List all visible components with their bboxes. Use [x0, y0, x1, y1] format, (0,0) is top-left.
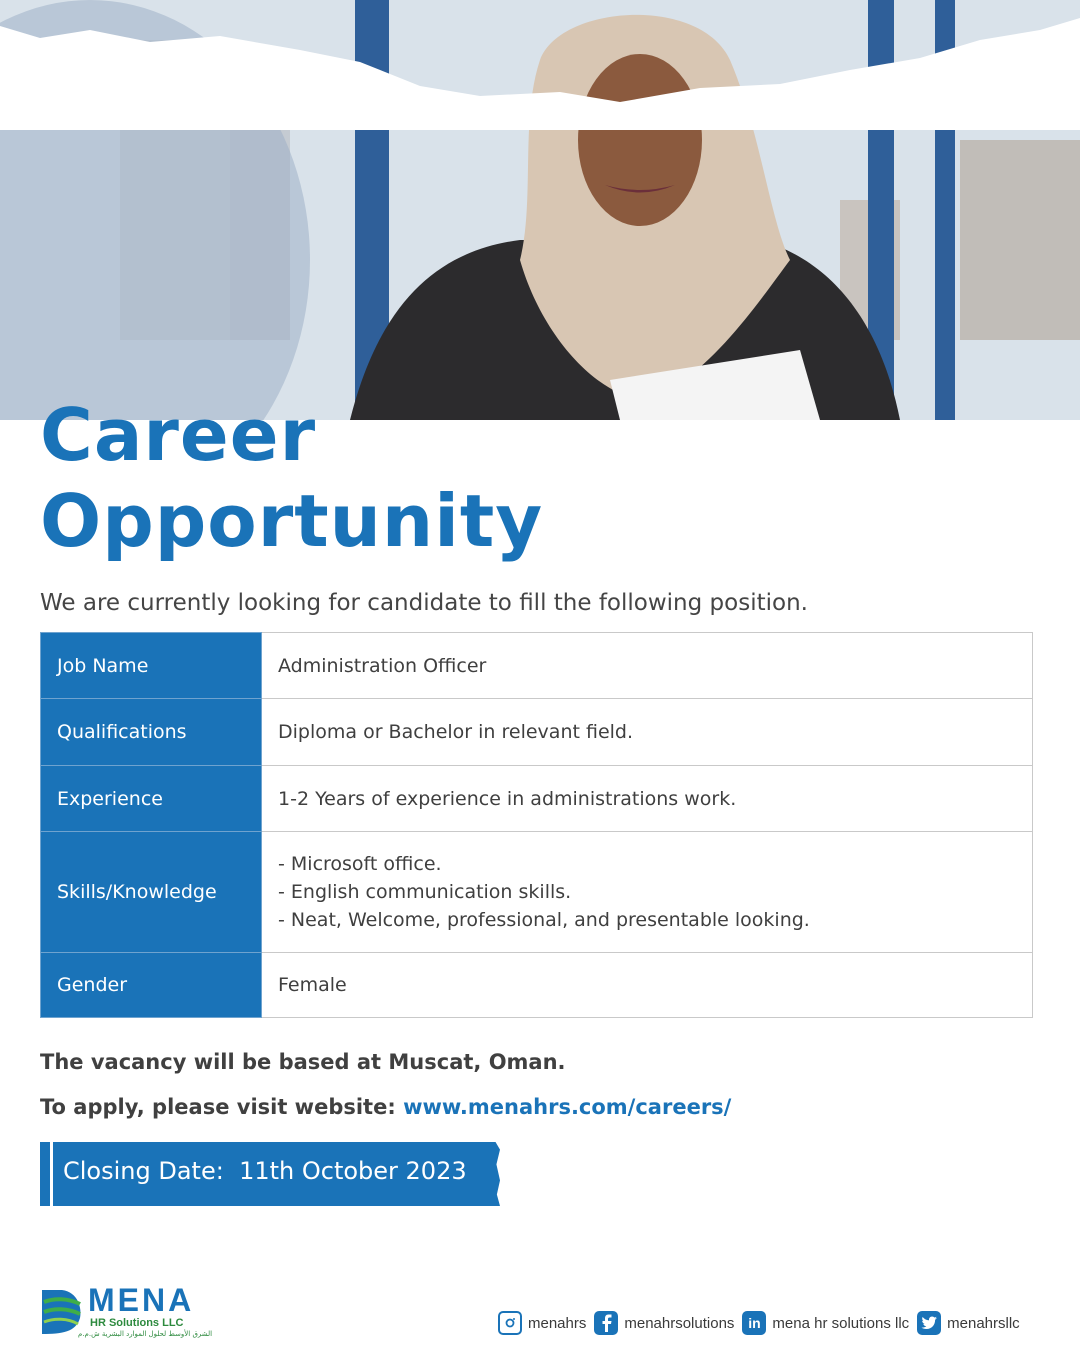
location-text: The vacancy will be based at Muscat, Oman. — [40, 1050, 566, 1074]
row-label: Gender — [41, 953, 262, 1018]
social-label: mena hr solutions llc — [772, 1314, 910, 1332]
table-row — [41, 832, 1033, 953]
careers-link[interactable]: www.menahrs.com/careers/ — [403, 1095, 732, 1119]
social-instagram[interactable] — [498, 1311, 586, 1335]
social-facebook[interactable] — [594, 1311, 734, 1335]
table-row — [41, 633, 1033, 699]
row-value-list — [262, 832, 1033, 953]
title-line-1: Career — [40, 393, 317, 477]
row-value: Diploma or Bachelor in relevant field. — [262, 699, 1033, 766]
title-line-2: Opportunity — [40, 479, 544, 563]
closing-date-text: Closing Date: 11th October 2023 — [63, 1157, 467, 1185]
job-details-table — [40, 632, 1033, 1018]
logo-mark-icon — [40, 1288, 82, 1336]
row-value: 1-2 Years of experience in administrations work. — [262, 766, 1033, 832]
page-title — [40, 392, 543, 564]
social-label: menahrsllc — [947, 1314, 1020, 1332]
logo-subtitle: HR Solutions LLC — [90, 1317, 184, 1329]
hero-photo — [0, 0, 1080, 420]
closing-accent-bar — [40, 1142, 50, 1206]
instagram-icon — [498, 1311, 522, 1335]
intro-text: We are currently looking for candidate to fill the following position. — [40, 590, 808, 616]
row-label: Qualifications — [41, 699, 262, 766]
social-twitter[interactable] — [917, 1311, 1020, 1335]
social-linkedin[interactable] — [742, 1311, 909, 1335]
torn-paper-edge — [0, 0, 1080, 130]
skill-item: - English communication skills. — [278, 881, 572, 903]
social-label: menahrs — [528, 1314, 587, 1332]
skill-item: - Microsoft office. — [278, 853, 442, 875]
row-value: Female — [262, 953, 1033, 1018]
apply-text — [40, 1095, 731, 1119]
table-row — [41, 766, 1033, 832]
linkedin-icon: in — [742, 1311, 766, 1335]
skill-item: - Neat, Welcome, professional, and presentable looking. — [278, 909, 810, 931]
twitter-icon — [917, 1311, 941, 1335]
row-label: Skills/Knowledge — [41, 832, 262, 953]
table-row — [41, 699, 1033, 766]
logo-arabic: الشرق الأوسط لحلول الموارد البشرية ش.م.م — [78, 1330, 213, 1338]
closing-date-banner — [40, 1142, 500, 1206]
row-label: Job Name — [41, 633, 262, 699]
company-logo[interactable] — [40, 1282, 213, 1340]
facebook-icon — [594, 1311, 618, 1335]
row-value: Administration Officer — [262, 633, 1033, 699]
row-label: Experience — [41, 766, 262, 832]
apply-prefix: To apply, please visit website: — [40, 1095, 396, 1119]
logo-name: MENA — [88, 1282, 195, 1318]
table-row — [41, 953, 1033, 1018]
social-label: menahrsolutions — [624, 1314, 735, 1332]
social-links — [498, 1308, 1028, 1338]
